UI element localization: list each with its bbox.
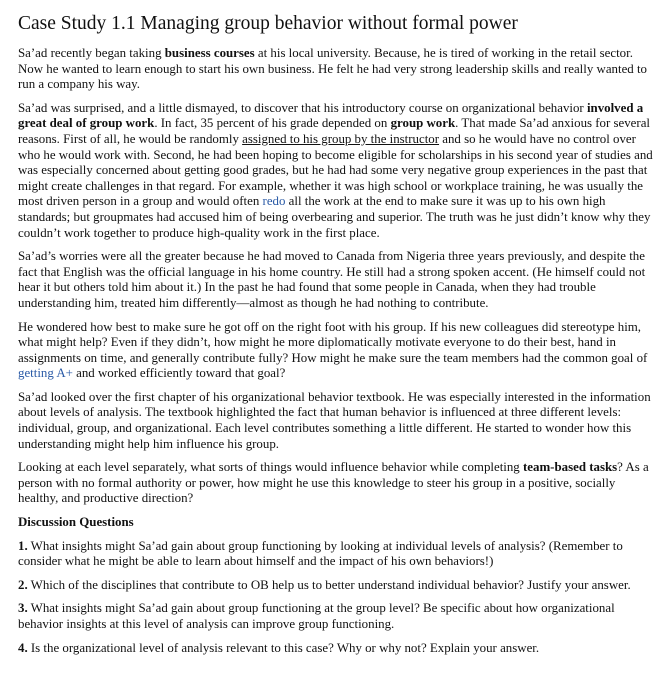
question-2 [18, 578, 657, 594]
p2-text-c: . In fact, 35 percent of his grade depended on [154, 116, 391, 131]
question-2-number: 2. [18, 577, 28, 592]
question-3-text: What insights might Sa’ad gain about group functioning at the group level? Be specific about how organizational behavior insights at this level of analysis can improve group functioning. [18, 601, 615, 631]
paragraph-3: Sa’ad’s worries were all the greater because he had moved to Canada from Nigeria three years previously, and despite the fact that English was the official language in his home country. He still had a strong spoken accent. (He himself could not hear it but others told him about it.) In the past he had found that some people in Canada, when they had trouble understanding him, treated him differently—almost as though he had nothing to contribute. [18, 249, 646, 310]
paragraph-5: Sa’ad looked over the first chapter of his organizational behavior textbook. He was especially interested in the information about levels of analysis. The textbook highlighted the fact that human behavior is influenced at three different levels: individual, group, and organizational. Each level contributes something a little different. He started to wonder how this understanding might help him influence his group. [18, 389, 651, 451]
question-1 [18, 539, 657, 570]
p2-underlined-assigned: assigned to his group by the instructor [242, 131, 440, 146]
p4-text-a: He wondered how best to make sure he got off on the right foot with his group. If his new colleagues did stereotype him, what might help? Even if they didn’t, how might he more diplomatically motivate everyone to do their best, hand in assignments on time, and generally contribute fully? How might he make sure the team members had the common goal of [18, 319, 648, 365]
question-2-text: Which of the disciplines that contribute to OB help us to better understand individual behavior? Justify your answer. [27, 577, 631, 592]
p2-bold-group-work-deal: involved a great deal of group work [18, 100, 644, 131]
question-1-text: What insights might Sa’ad gain about group functioning by looking at individual levels of analysis? (Remember to consider what he might be able to learn about himself and the impact of his own behaviors!) [18, 538, 623, 569]
p2-text-i: all the work at the end to make sure it was up to his own high standards; but groupmates had accused him of being overbearing and superior. The truth was he just didn’t know why they couldn’t work together to produce high-quality work in the first place. [18, 194, 651, 240]
p6-bold-team-based-tasks: team-based tasks [522, 460, 618, 475]
paragraph-4 [18, 320, 657, 382]
p1-bold-business-courses: business courses [164, 46, 255, 60]
paragraph-2 [18, 101, 657, 241]
question-1-number: 1. [18, 538, 28, 553]
question-3 [18, 601, 657, 632]
p1-text-c: at his local university. Because, he is tired of working in the retail sector. Now he wanted to learn enough to start his own business. He felt he had very strong leadership skills and really wanted to run a company his way. [18, 46, 647, 92]
p4-text-c: and worked efficiently toward that goal? [72, 366, 286, 381]
paragraph-6 [18, 460, 657, 507]
p2-text-e: . That made Sa’ad anxious for several reasons. First of all, he would be randomly [18, 116, 651, 146]
p2-text-g: and so he would have no control over who he would work with. Second, he had been hoping to become eligible for scholarships in his second year of studies and was especially concerned about getting good grades, but he had had some very negative group experiences in the past that might create challenges in that regard. For example, whether it was high school or workplace training, he was usually the most driven person in a group and would often [18, 131, 653, 209]
question-3-number: 3. [18, 601, 28, 616]
question-4-number: 4. [18, 640, 28, 655]
p4-link-getting-a-plus[interactable]: getting A+ [18, 366, 73, 381]
discussion-questions-heading: Discussion Questions [18, 515, 134, 530]
p1-text-a: Sa’ad recently began taking [18, 46, 165, 60]
p6-text-c: ? As a person with no formal authority or power, how might he use this knowledge to steer his group in a positive, socially healthy, and productive direction? [18, 460, 649, 506]
p2-text-a: Sa’ad was surprised, and a little dismayed, to discover that his introductory course on organizational behavior [18, 100, 587, 115]
question-4-text: Is the organizational level of analysis relevant to this case? Why or why not? Explain your answer. [27, 640, 540, 655]
p6-text-a: Looking at each level separately, what sorts of things would influence behavior while completing [18, 460, 523, 475]
paragraph-1 [18, 46, 657, 93]
case-study-title: Case Study 1.1 Managing group behavior without formal power [18, 13, 518, 34]
p2-link-redo[interactable]: redo [262, 194, 286, 209]
p2-bold-group-work: group work [390, 116, 456, 131]
question-4 [18, 641, 657, 657]
